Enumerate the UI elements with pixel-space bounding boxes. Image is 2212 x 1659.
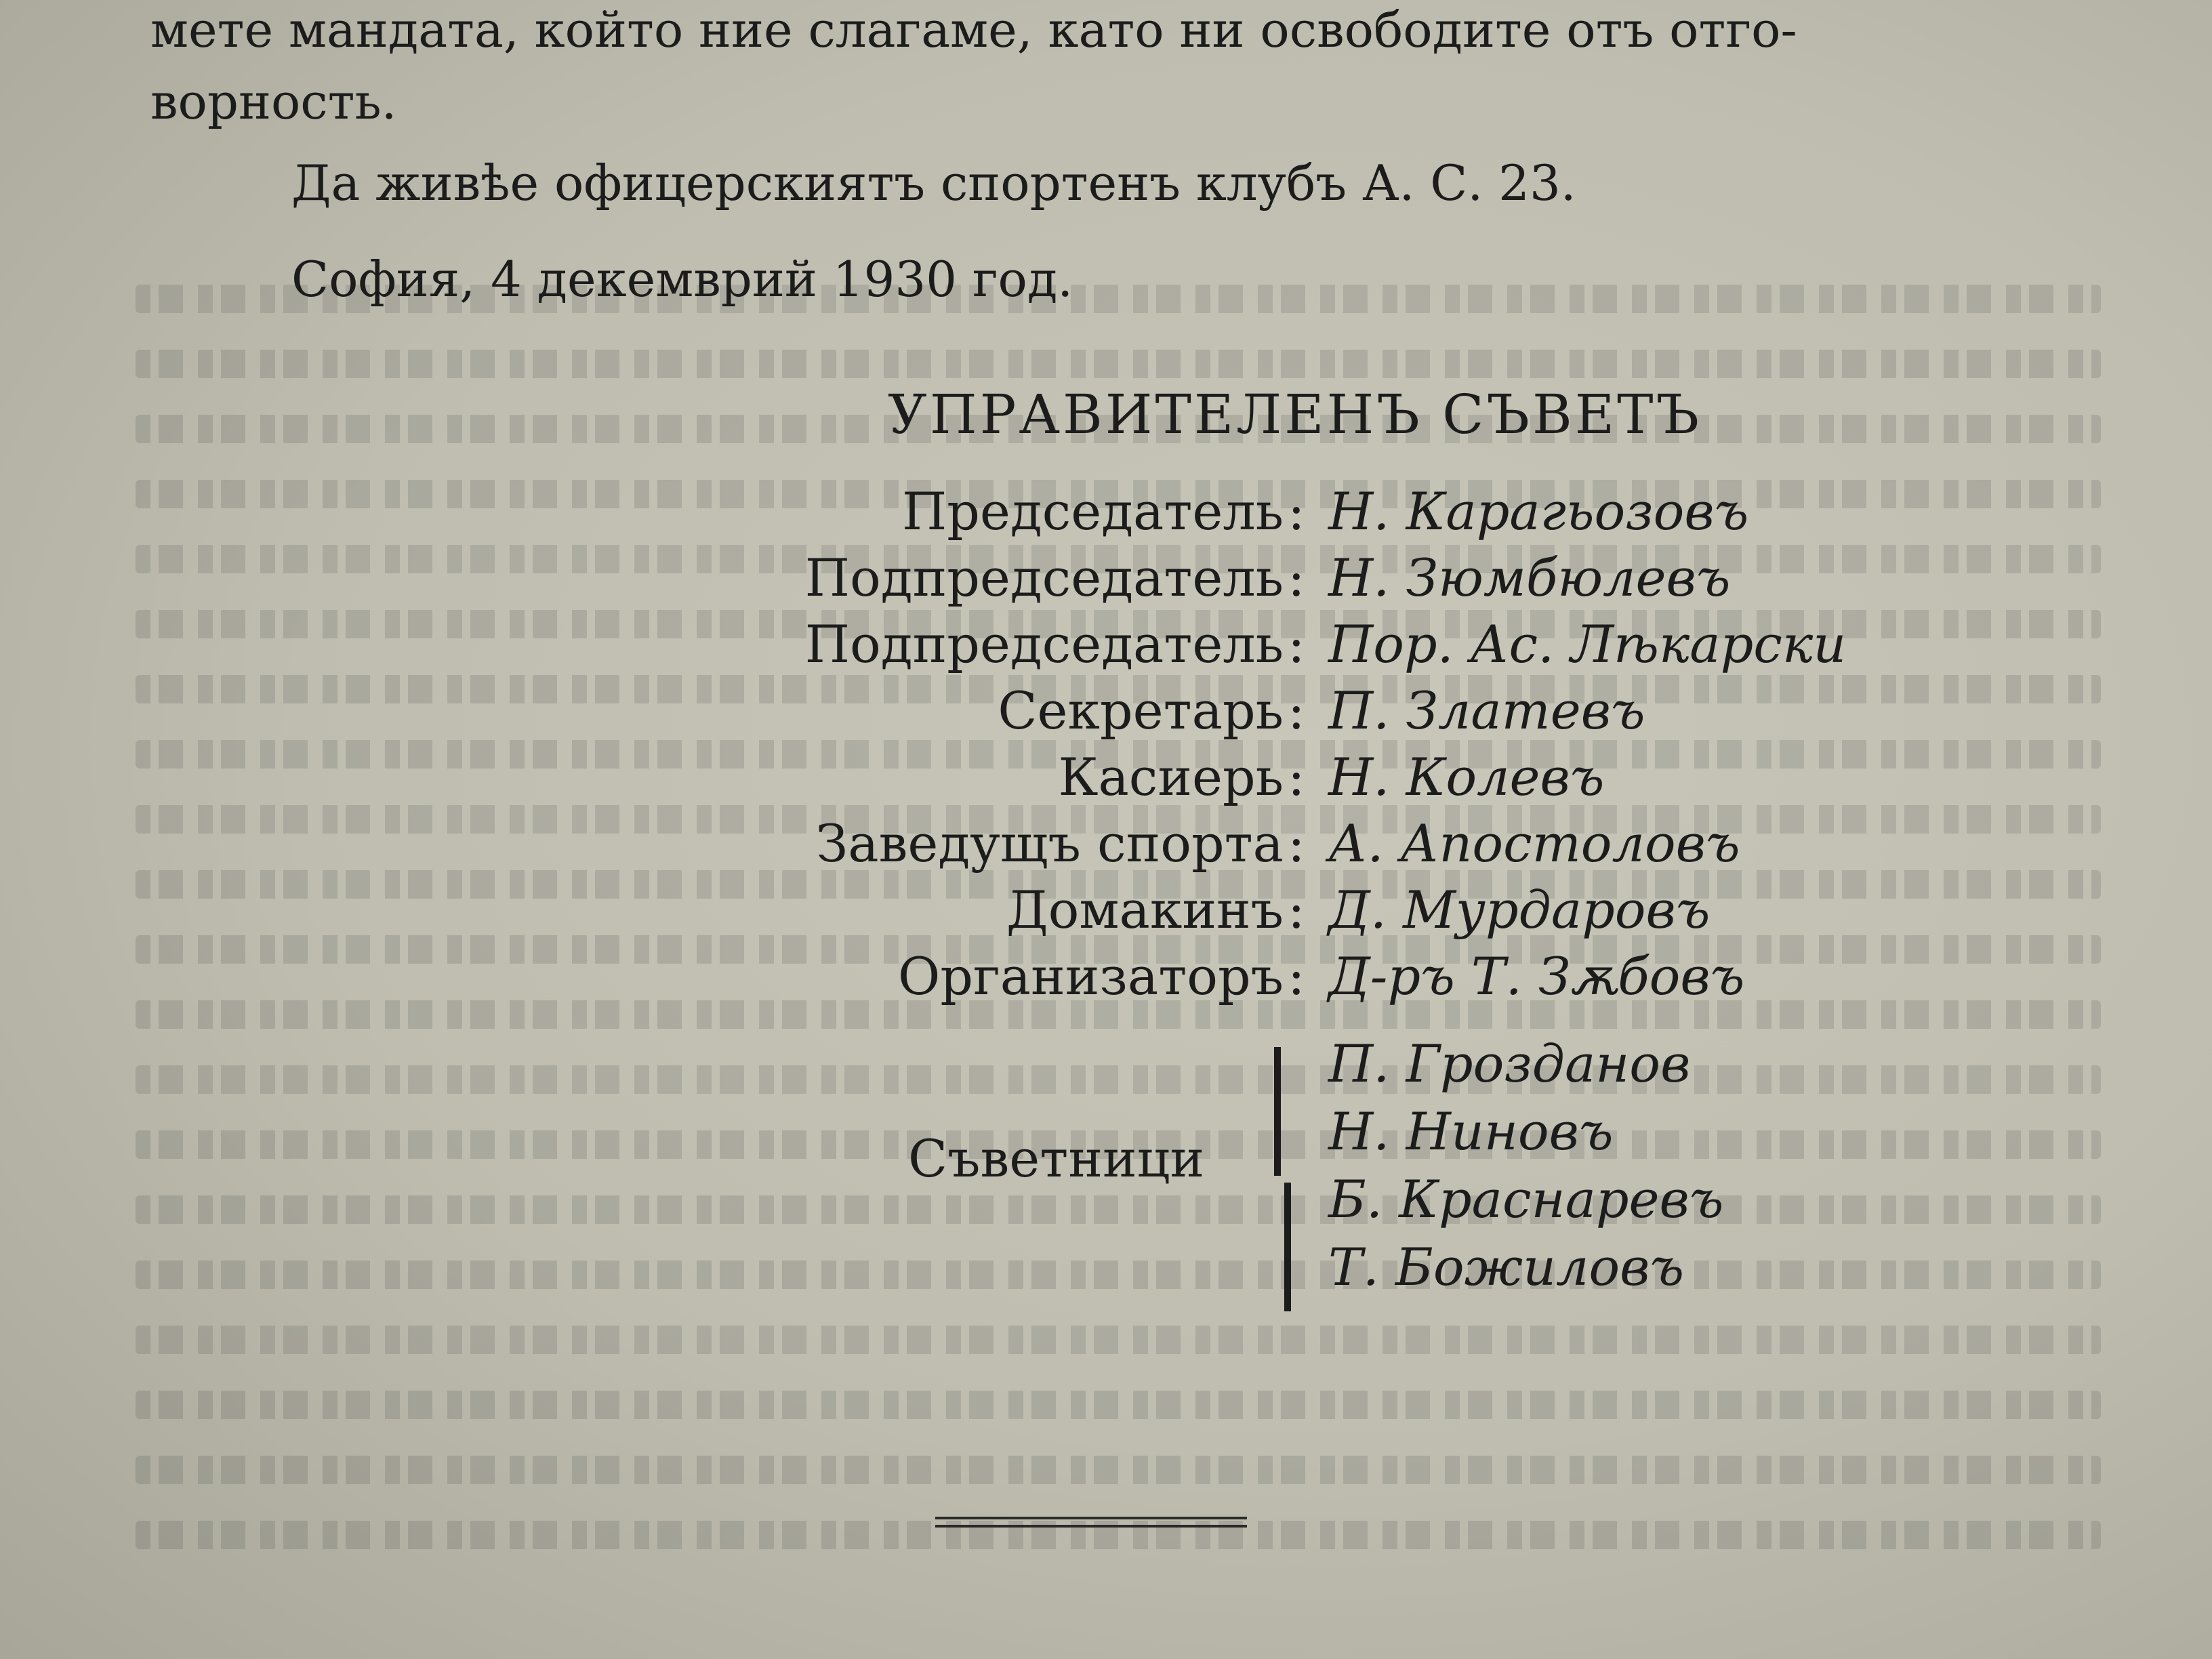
separator: : bbox=[1288, 614, 1305, 674]
council-label: Съветници bbox=[908, 1128, 1205, 1189]
member-name: Пор. Ас. Лѣкарски bbox=[1328, 614, 1847, 674]
member-role: Подпредседатель bbox=[804, 548, 1284, 608]
dateline: София, 4 декемврий 1930 год. bbox=[291, 251, 1073, 308]
member-role: Заведущъ спорта bbox=[815, 813, 1284, 874]
council-member-name: Б. Краснаревъ bbox=[1328, 1169, 1724, 1229]
member-role: Секретарь bbox=[998, 680, 1284, 741]
intro-line-2: ворность. bbox=[150, 73, 397, 130]
council-member-name: Т. Божиловъ bbox=[1328, 1237, 1684, 1297]
member-name: Н. Зюмбюлевъ bbox=[1328, 548, 1731, 608]
separator: : bbox=[1288, 680, 1305, 741]
separator: : bbox=[1288, 747, 1305, 807]
member-name: Д-ръ Т. Зѫбовъ bbox=[1328, 946, 1745, 1006]
separator: : bbox=[1288, 481, 1305, 541]
member-role: Касиерь bbox=[1058, 747, 1284, 807]
separator: : bbox=[1288, 946, 1305, 1006]
intro-line-1: мете мандата, който ние слагаме, като ни освободите отъ отго- bbox=[150, 1, 1797, 58]
member-role: Подпредседатель bbox=[804, 614, 1284, 674]
closing-rule-lower bbox=[935, 1525, 1247, 1528]
council-bracket-upper bbox=[1274, 1047, 1281, 1176]
closing-rule-upper bbox=[935, 1517, 1247, 1519]
separator: : bbox=[1288, 813, 1305, 874]
member-role: Председатель bbox=[901, 481, 1284, 541]
council-member-name: П. Грозданов bbox=[1328, 1033, 1691, 1094]
member-role: Организаторъ bbox=[898, 946, 1284, 1006]
board-heading: УПРАВИТЕЛЕНЪ СЪВЕТЪ bbox=[888, 383, 1702, 446]
member-role: Домакинъ bbox=[1006, 880, 1284, 940]
council-bracket-lower bbox=[1284, 1183, 1291, 1311]
member-name: Д. Мурдаровъ bbox=[1328, 880, 1711, 940]
council-member-name: Н. Ниновъ bbox=[1328, 1101, 1614, 1162]
closing-cheer: Да живѣе офицерскиятъ спортенъ клубъ А. С. 23. bbox=[291, 155, 1576, 211]
separator: : bbox=[1288, 880, 1305, 940]
member-name: Н. Колевъ bbox=[1328, 747, 1605, 807]
member-name: А. Апостоловъ bbox=[1328, 813, 1740, 874]
member-name: Н. Карагьозовъ bbox=[1328, 481, 1749, 541]
member-name: П. Златевъ bbox=[1328, 680, 1645, 741]
separator: : bbox=[1288, 548, 1305, 608]
